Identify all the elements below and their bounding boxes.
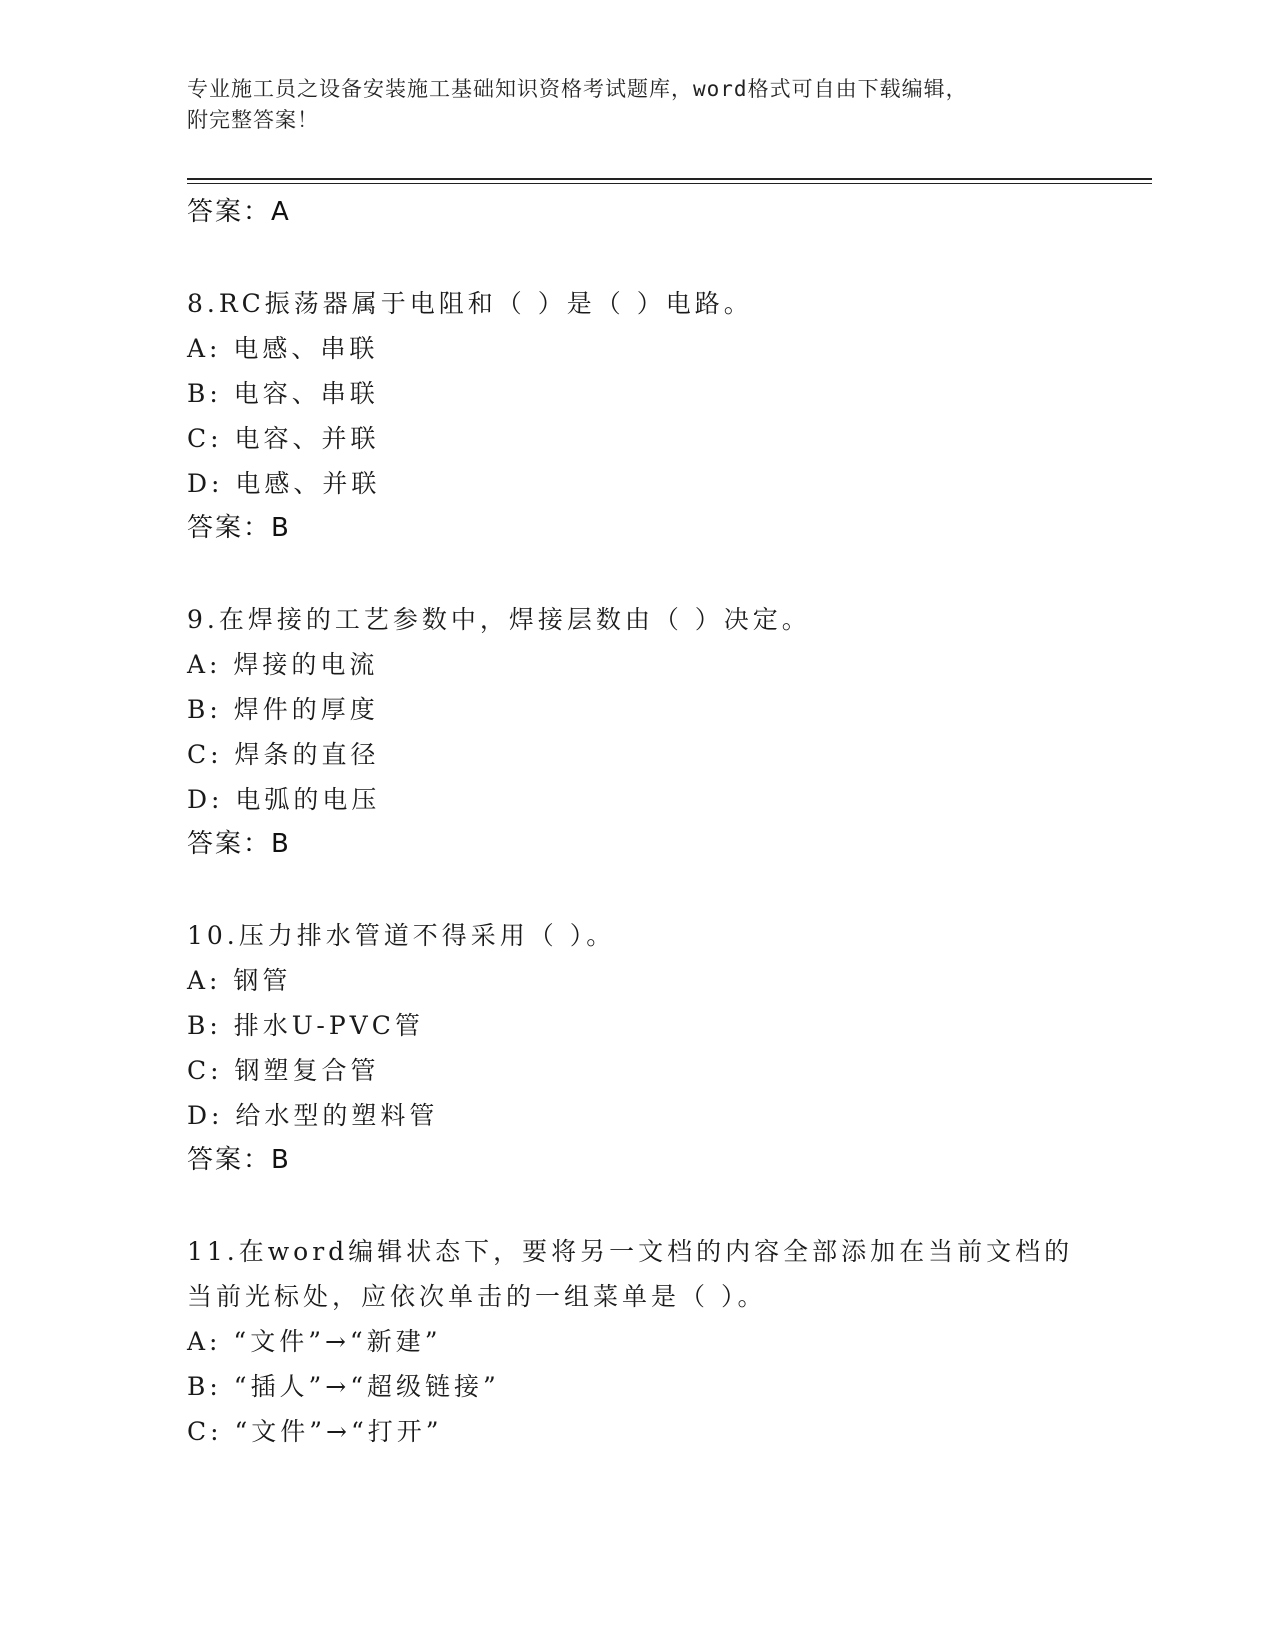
page-header [187,74,1087,136]
option-c: C: 焊条的直径 [187,740,380,769]
option-b: B: 电容、串联 [187,379,379,408]
option-c: C: 钢塑复合管 [187,1056,380,1085]
option-b: B: “插人”→“超级链接” [187,1372,500,1401]
question-text: 10.压力排水管道不得采用（ ）。 [187,921,616,950]
header-title-line2: 附完整答案！ [187,108,319,132]
answer-line: 答案：B [187,829,291,859]
option-c: C: “文件”→“打开” [187,1417,443,1446]
question-block [187,1229,1087,1454]
question-block [187,597,1087,867]
question-text: 8.RC振荡器属于电阻和（ ）是（ ）电路。 [187,289,753,318]
answer-line: 答案：A [187,197,291,227]
option-a: A: 焊接的电流 [187,650,379,679]
question-block [187,281,1087,551]
question-text-continued: 当前光标处，应依次单击的一组菜单是（ ）。 [187,1282,767,1311]
header-divider-thin [187,183,1152,184]
question-list [187,190,1087,1454]
option-c: C: 电容、并联 [187,424,380,453]
option-d: D: 电弧的电压 [187,785,381,814]
option-d: D: 电感、并联 [187,469,381,498]
answer-line: 答案：B [187,513,291,543]
option-a: A: 电感、串联 [187,334,379,363]
option-b: B: 焊件的厚度 [187,695,379,724]
question-text: 9.在焊接的工艺参数中，焊接层数由（ ）决定。 [187,605,811,634]
option-a: A: 钢管 [187,966,292,995]
question-block [187,913,1087,1183]
option-d: D: 给水型的塑料管 [187,1101,439,1130]
header-divider-thick [187,178,1152,180]
answer-line: 答案：B [187,1145,291,1175]
option-b: B: 排水U-PVC管 [187,1011,424,1040]
option-a: A: “文件”→“新建” [187,1327,442,1356]
question-text: 11.在word编辑状态下，要将另一文档的内容全部添加在当前文档的 [187,1237,1074,1266]
header-title-line1: 专业施工员之设备安装施工基础知识资格考试题库，word格式可自由下载编辑， [187,77,968,101]
